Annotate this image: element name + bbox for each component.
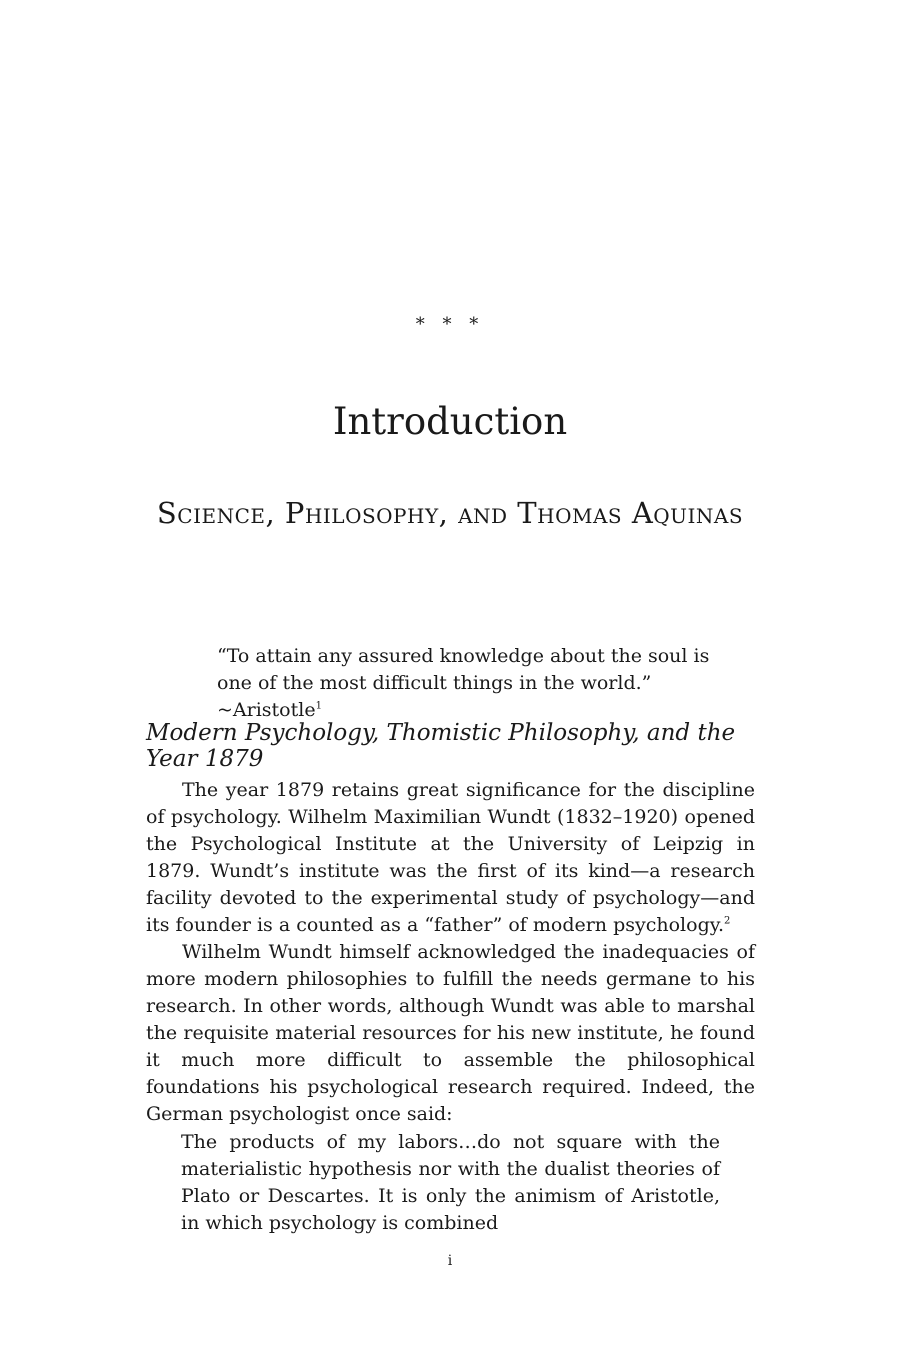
body-text	[146, 777, 755, 1128]
footnote-marker: 2	[723, 915, 731, 927]
paragraph-text: Wilhelm Wundt himself acknowledged the inadequacies of more modern philosophies to fulfill the needs germane to his research. In other words, although Wundt was able to marshal the requisite material resources for his new institute, he found it much more difficult to assemble the philosophical foundations his psychological research required. Indeed, the German psychologist once said:	[146, 941, 755, 1125]
footnote-marker: 1	[315, 700, 322, 712]
page-number: i	[447, 1253, 453, 1269]
epigraph-text: “To attain any assured knowledge about the soul is one of the most difficult things in the world.” ~Aristotle	[217, 645, 710, 721]
block-quote: The products of my labors…do not square with the materialistic hypothesis nor with the dualist theories of Plato or Descartes. It is only the animism of Aristotle, in which psychology is combined	[181, 1131, 720, 1234]
paragraph	[146, 939, 755, 1128]
chapter-subtitle: Science, Philosophy, and Thomas Aquinas	[156, 496, 744, 530]
section-ornament: * * *	[415, 314, 485, 335]
paragraph	[146, 777, 755, 939]
paragraph-text: The year 1879 retains great significance for the discipline of psychology. Wilhelm Maximilian Wundt (1832–1920) opened the Psychological Institute at the University of Leipzig in 1879. Wundt’s institute was the first of its kind—a research facility devoted to the experimental study of psychology—and its founder is a counted as a “father” of modern psychology.	[146, 779, 755, 936]
section-heading: Modern Psychology, Thomistic Philosophy, and the Year 1879	[146, 720, 736, 772]
chapter-title: Introduction	[332, 400, 568, 443]
epigraph	[217, 643, 727, 724]
